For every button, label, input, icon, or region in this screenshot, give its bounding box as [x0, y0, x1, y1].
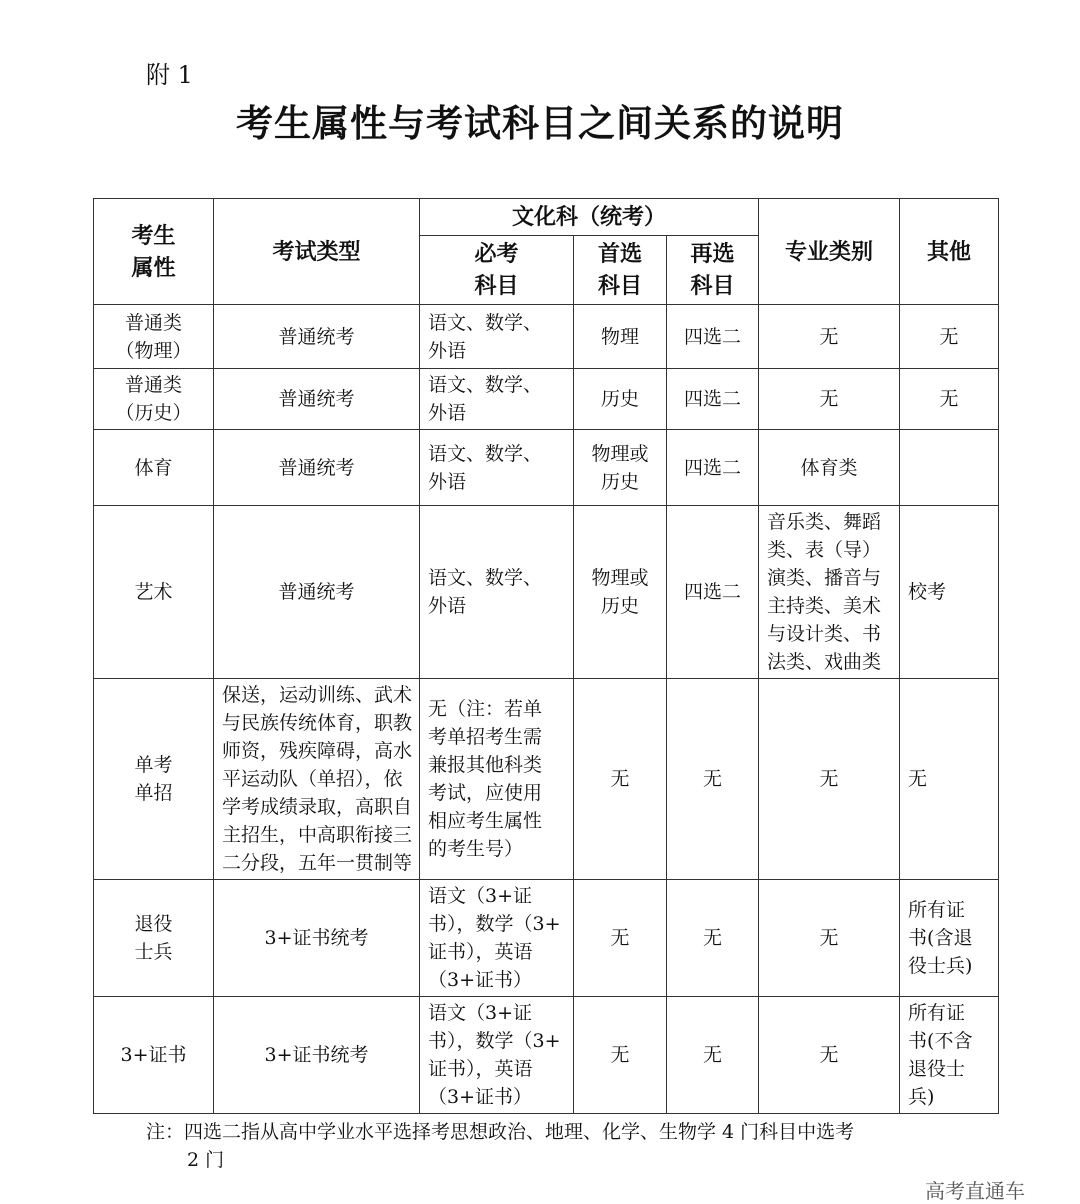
cell-required: 语文、数学、 外语 [420, 430, 574, 506]
cell-required: 语文、数学、 外语 [420, 506, 574, 679]
cell-second-choice: 四选二 [667, 506, 759, 679]
header-second-choice: 再选 科目 [667, 236, 759, 305]
table-row [94, 369, 999, 430]
cell-exam-type: 普通统考 [214, 506, 420, 679]
watermark: 高考直通车 [925, 1179, 1025, 1203]
attachment-label: 附 1 [146, 61, 193, 89]
cell-major-category: 无 [759, 305, 900, 369]
table-row [94, 679, 999, 880]
cell-second-choice: 无 [667, 997, 759, 1114]
cell-attribute: 单考 单招 [94, 679, 214, 880]
cell-other: 无 [900, 369, 999, 430]
cell-first-choice: 物理或 历史 [574, 506, 667, 679]
cell-second-choice: 四选二 [667, 430, 759, 506]
cell-attribute: 3+证书 [94, 997, 214, 1114]
cell-major-category: 无 [759, 997, 900, 1114]
cell-required: 语文（3+证 书），数学（3+ 证书），英语 （3+证书） [420, 880, 574, 997]
cell-required: 语文（3+证 书），数学（3+ 证书），英语 （3+证书） [420, 997, 574, 1114]
cell-attribute: 艺术 [94, 506, 214, 679]
footnote-continuation: 2 门 [187, 1149, 225, 1171]
page-title: 考生属性与考试科目之间关系的说明 [236, 101, 844, 145]
table-row [94, 430, 999, 506]
table-row [94, 997, 999, 1114]
cell-second-choice: 无 [667, 880, 759, 997]
cell-first-choice: 无 [574, 997, 667, 1114]
cell-required: 无（注：若单 考单招考生需 兼报其他科类 考试，应使用 相应考生属性 的考生号） [420, 679, 574, 880]
cell-first-choice: 无 [574, 679, 667, 880]
cell-other: 无 [900, 305, 999, 369]
cell-other: 所有证 书(不含 退役士 兵) [900, 997, 999, 1114]
cell-other [900, 430, 999, 506]
cell-major-category: 体育类 [759, 430, 900, 506]
cell-other: 校考 [900, 506, 999, 679]
header-culture-group: 文化科（统考） [420, 199, 759, 236]
cell-first-choice: 物理或 历史 [574, 430, 667, 506]
cell-first-choice: 无 [574, 880, 667, 997]
cell-required: 语文、数学、 外语 [420, 305, 574, 369]
cell-exam-type: 3+证书统考 [214, 880, 420, 997]
cell-other: 所有证 书(含退 役士兵) [900, 880, 999, 997]
cell-attribute: 退役 士兵 [94, 880, 214, 997]
cell-major-category: 无 [759, 679, 900, 880]
cell-attribute: 体育 [94, 430, 214, 506]
cell-required: 语文、数学、 外语 [420, 369, 574, 430]
cell-second-choice: 无 [667, 679, 759, 880]
cell-exam-type: 3+证书统考 [214, 997, 420, 1114]
header-exam-type: 考试类型 [214, 199, 420, 305]
footnote: 注：四选二指从高中学业水平选择考思想政治、地理、化学、生物学 4 门科目中选考 [146, 1121, 855, 1143]
table-row [94, 506, 999, 679]
header-other: 其他 [900, 199, 999, 305]
cell-exam-type: 普通统考 [214, 305, 420, 369]
header-attribute: 考生 属性 [94, 199, 214, 305]
cell-first-choice: 物理 [574, 305, 667, 369]
cell-exam-type: 普通统考 [214, 369, 420, 430]
cell-exam-type: 保送，运动训练、武术 与民族传统体育，职教 师资，残疾障碍，高水 平运动队（单招），依 学考成绩录取，高职自 主招生，中高职衔接三 二分段，五年一贯制等 [214, 679, 420, 880]
header-major-category: 专业类别 [759, 199, 900, 305]
cell-major-category: 无 [759, 880, 900, 997]
header-first-choice: 首选 科目 [574, 236, 667, 305]
content-flow [93, 198, 1053, 1204]
header-required: 必考 科目 [420, 236, 574, 305]
cell-second-choice: 四选二 [667, 305, 759, 369]
cell-attribute: 普通类 （物理） [94, 305, 214, 369]
cell-major-category: 音乐类、舞蹈 类、表（导） 演类、播音与 主持类、美术 与设计类、书 法类、戏曲类 [759, 506, 900, 679]
cell-major-category: 无 [759, 369, 900, 430]
cell-second-choice: 四选二 [667, 369, 759, 430]
cell-first-choice: 历史 [574, 369, 667, 430]
table-row [94, 305, 999, 369]
cell-other: 无 [900, 679, 999, 880]
cell-attribute: 普通类 （历史） [94, 369, 214, 430]
cell-exam-type: 普通统考 [214, 430, 420, 506]
subject-relation-table [93, 198, 999, 1114]
table-row [94, 880, 999, 997]
